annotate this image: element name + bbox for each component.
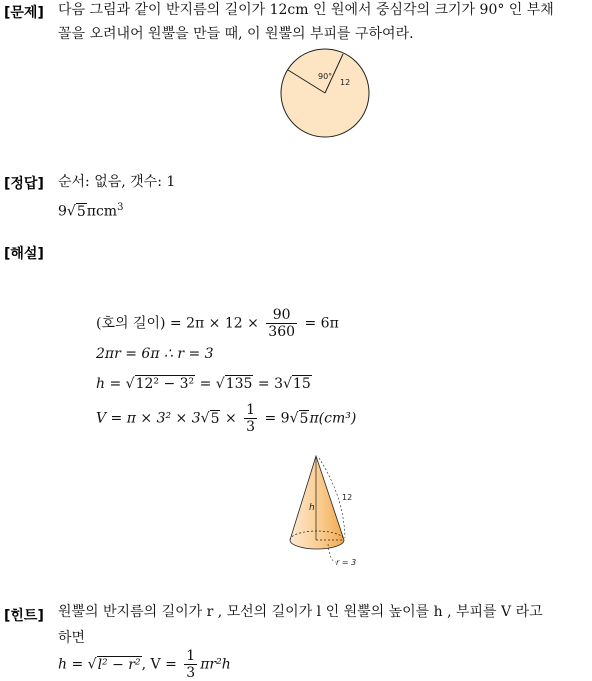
eq4-denominator: 3: [246, 419, 256, 435]
answer-label: [정답]: [4, 176, 44, 192]
eq1-right: = 6π: [304, 315, 339, 332]
eq3-c: = 3: [257, 376, 283, 392]
eq1-denominator: 360: [268, 324, 296, 340]
solution-eq3: h = √12² − 3² = √135 = 3√15: [96, 376, 311, 392]
eq4-c: = 9: [264, 410, 290, 427]
hint-numerator: 1: [186, 648, 196, 664]
hint-formula-radicand: l² − r²: [97, 656, 141, 673]
answer-coef: 9: [58, 203, 67, 220]
cone-height-label: h: [309, 503, 315, 513]
sector-circle-figure: [278, 48, 374, 140]
eq3-a: h =: [96, 376, 122, 392]
cone-slant-label: 12: [342, 493, 353, 502]
answer-rest: πcm: [86, 203, 118, 220]
answer-meta: 순서: 없음, 갯수: 1: [58, 174, 176, 190]
solution-eq2: 2πr = 6π ∴ r = 3: [96, 346, 214, 362]
hint-formula: h = √l² − r², V = $\frac{1}{3}$ πr²h: [58, 648, 231, 681]
eq3-radicand2: 135: [225, 376, 253, 392]
hint-formula-b: , V =: [141, 656, 177, 673]
eq4-d: π(cm³): [309, 410, 357, 427]
hint-formula-c: πr²h: [200, 656, 231, 673]
eq3-radicand: 12² − 3²: [135, 376, 195, 392]
hint-label: [힌트]: [4, 608, 44, 624]
problem-text-line1: 다음 그림과 같이 반지름의 길이가 12cm 인 원에서 중심각의 크기가 90° 인 부채: [58, 2, 554, 18]
eq4-a: V = π × 3² × 3: [96, 410, 201, 427]
answer-value: 9√5πcm$^3$: [58, 202, 124, 220]
hint-text-line1: 원뿔의 반지름의 길이가 r , 모선의 길이가 l 인 원뿔의 높이를 h , 부피를 V 라고: [58, 604, 543, 620]
solution-eq4: V = π × 3² × 3√5 × $\frac{1}{3}$ = 9√5π(cm³): [96, 402, 357, 435]
hint-formula-fraction: [184, 648, 197, 681]
answer-radicand: 5: [76, 203, 86, 220]
problem-text-line2: 꼴을 오려내어 원뿔을 만들 때, 이 원뿔의 부피를 구하여라.: [58, 26, 414, 42]
eq4-fraction: [244, 402, 257, 435]
problem-label: [문제]: [4, 5, 44, 21]
sector-radius-label: 12: [340, 78, 351, 87]
eq4-radicand2: 5: [299, 410, 309, 427]
eq3-radicand3: 15: [292, 376, 311, 392]
eq1-left: (호의 길이) = 2π × 12 ×: [96, 315, 259, 332]
eq1-numerator: 90: [266, 307, 297, 324]
solution-eq1: [96, 307, 339, 340]
cone-figure: [284, 452, 364, 574]
eq4-b: ×: [224, 410, 237, 427]
eq3-b: =: [199, 376, 212, 392]
eq1-fraction: [266, 307, 297, 340]
solution-label: [해설]: [4, 246, 44, 262]
answer-exponent: 3: [117, 202, 124, 213]
sector-angle-label: 90°: [318, 72, 333, 81]
hint-text-line2: 하면: [58, 630, 86, 646]
hint-formula-a: h =: [58, 656, 84, 673]
cone-radius-label: r = 3: [336, 558, 357, 567]
eq4-numerator: 1: [246, 402, 256, 418]
hint-denominator: 3: [186, 665, 196, 681]
eq4-radicand: 5: [210, 410, 220, 427]
